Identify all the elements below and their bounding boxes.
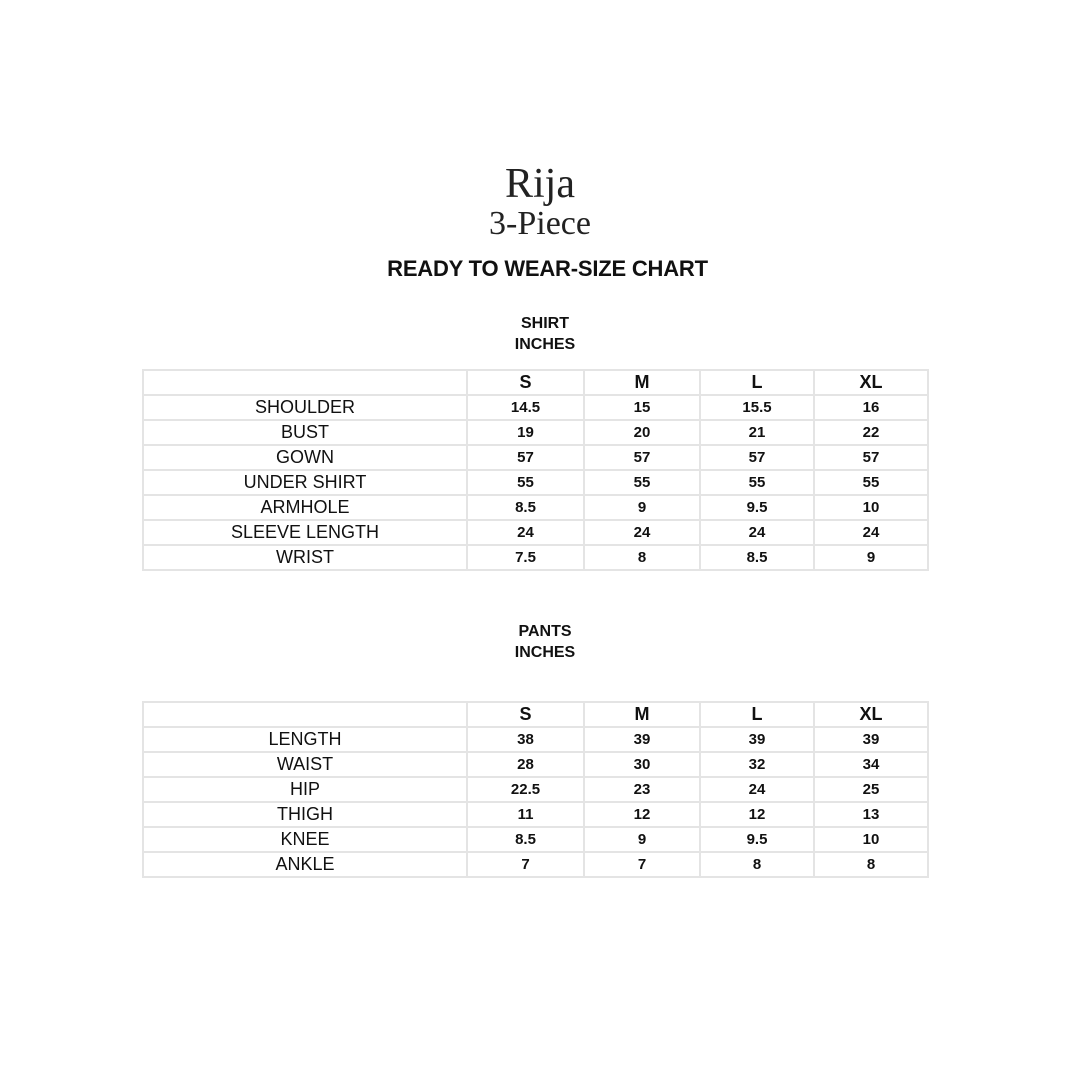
row-label: WRIST <box>143 545 467 570</box>
size-header-s: S <box>467 370 584 395</box>
measurement-cell: 24 <box>814 520 928 545</box>
measurement-cell: 7 <box>467 852 584 877</box>
size-header-m: M <box>584 370 700 395</box>
measurement-cell: 22 <box>814 420 928 445</box>
table-row <box>143 445 928 470</box>
measurement-cell: 15.5 <box>700 395 814 420</box>
measurement-cell: 55 <box>467 470 584 495</box>
table-row <box>143 545 928 570</box>
page-title: READY TO WEAR-SIZE CHART <box>387 256 708 281</box>
measurement-cell: 57 <box>700 445 814 470</box>
table-row <box>143 495 928 520</box>
table-row <box>143 420 928 445</box>
measurement-cell: 57 <box>467 445 584 470</box>
measurement-cell: 19 <box>467 420 584 445</box>
pants-heading: PANTS <box>518 623 572 640</box>
measurement-cell: 24 <box>467 520 584 545</box>
brand-subtitle: 3-Piece <box>489 205 591 242</box>
measurement-cell: 20 <box>584 420 700 445</box>
table-row <box>143 727 928 752</box>
table-row <box>143 470 928 495</box>
row-label: KNEE <box>143 827 467 852</box>
measurement-cell: 22.5 <box>467 777 584 802</box>
measurement-cell: 39 <box>700 727 814 752</box>
shirt-unit: INCHES <box>514 336 576 353</box>
measurement-cell: 10 <box>814 495 928 520</box>
measurement-cell: 32 <box>700 752 814 777</box>
measurement-cell: 24 <box>700 520 814 545</box>
measurement-cell: 16 <box>814 395 928 420</box>
measurement-cell: 25 <box>814 777 928 802</box>
row-label: HIP <box>143 777 467 802</box>
measurement-cell: 34 <box>814 752 928 777</box>
row-label: THIGH <box>143 802 467 827</box>
measurement-cell: 55 <box>814 470 928 495</box>
measurement-cell: 55 <box>584 470 700 495</box>
measurement-cell: 9 <box>584 827 700 852</box>
measurement-cell: 30 <box>584 752 700 777</box>
pants-header-row <box>143 702 928 727</box>
measurement-cell: 39 <box>584 727 700 752</box>
row-label: GOWN <box>143 445 467 470</box>
shirt-section-heading <box>0 313 1080 355</box>
measurement-cell: 8 <box>700 852 814 877</box>
pants-size-table <box>142 701 929 878</box>
shirt-size-table <box>142 369 929 571</box>
row-label: LENGTH <box>143 727 467 752</box>
row-label: UNDER SHIRT <box>143 470 467 495</box>
measurement-cell: 23 <box>584 777 700 802</box>
measurement-cell: 8 <box>814 852 928 877</box>
header-corner-cell <box>143 702 467 727</box>
measurement-cell: 7 <box>584 852 700 877</box>
row-label: ARMHOLE <box>143 495 467 520</box>
measurement-cell: 15 <box>584 395 700 420</box>
measurement-cell: 10 <box>814 827 928 852</box>
size-header-s: S <box>467 702 584 727</box>
table-row <box>143 802 928 827</box>
measurement-cell: 11 <box>467 802 584 827</box>
measurement-cell: 39 <box>814 727 928 752</box>
row-label: WAIST <box>143 752 467 777</box>
size-header-xl: XL <box>814 702 928 727</box>
measurement-cell: 9.5 <box>700 495 814 520</box>
measurement-cell: 7.5 <box>467 545 584 570</box>
size-header-xl: XL <box>814 370 928 395</box>
size-header-l: L <box>700 702 814 727</box>
measurement-cell: 12 <box>700 802 814 827</box>
row-label: SHOULDER <box>143 395 467 420</box>
brand-name: Rija <box>505 161 575 207</box>
header-corner-cell <box>143 370 467 395</box>
shirt-header-row <box>143 370 928 395</box>
table-row <box>143 827 928 852</box>
measurement-cell: 13 <box>814 802 928 827</box>
table-row <box>143 520 928 545</box>
measurement-cell: 8 <box>584 545 700 570</box>
measurement-cell: 8.5 <box>700 545 814 570</box>
measurement-cell: 14.5 <box>467 395 584 420</box>
table-row <box>143 777 928 802</box>
measurement-cell: 55 <box>700 470 814 495</box>
measurement-cell: 21 <box>700 420 814 445</box>
measurement-cell: 24 <box>700 777 814 802</box>
pants-unit: INCHES <box>514 644 576 661</box>
table-row <box>143 395 928 420</box>
measurement-cell: 9 <box>814 545 928 570</box>
row-label: BUST <box>143 420 467 445</box>
row-label: SLEEVE LENGTH <box>143 520 467 545</box>
measurement-cell: 38 <box>467 727 584 752</box>
measurement-cell: 8.5 <box>467 495 584 520</box>
shirt-heading: SHIRT <box>521 315 569 332</box>
measurement-cell: 9.5 <box>700 827 814 852</box>
measurement-cell: 12 <box>584 802 700 827</box>
measurement-cell: 28 <box>467 752 584 777</box>
row-label: ANKLE <box>143 852 467 877</box>
table-row <box>143 752 928 777</box>
measurement-cell: 57 <box>584 445 700 470</box>
measurement-cell: 24 <box>584 520 700 545</box>
measurement-cell: 57 <box>814 445 928 470</box>
size-header-l: L <box>700 370 814 395</box>
pants-section-heading <box>0 621 1080 663</box>
measurement-cell: 8.5 <box>467 827 584 852</box>
size-header-m: M <box>584 702 700 727</box>
measurement-cell: 9 <box>584 495 700 520</box>
table-row <box>143 852 928 877</box>
